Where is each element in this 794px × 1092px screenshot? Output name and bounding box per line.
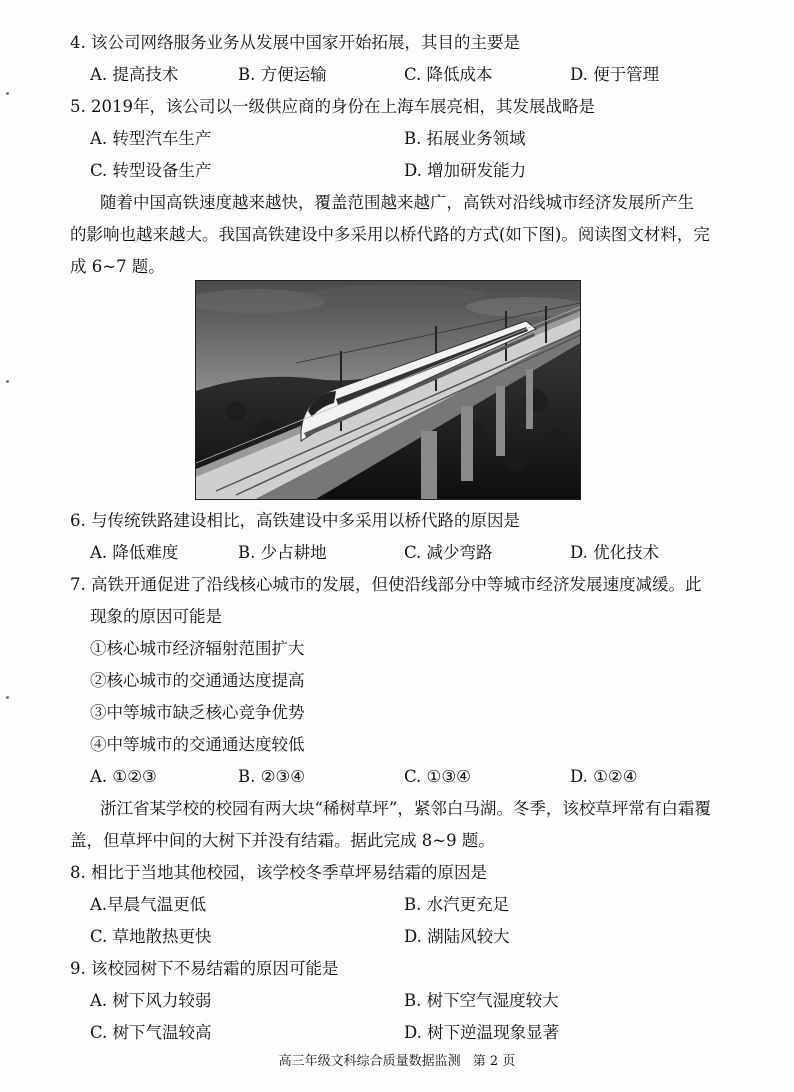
question-9-stem: 9. 该校园树下不易结霜的原因可能是 bbox=[70, 959, 339, 978]
q7-option-d: D. ①②④ bbox=[570, 767, 638, 786]
q6-option-a: A. 降低难度 bbox=[90, 543, 179, 562]
q9-option-a: A. 树下风力较弱 bbox=[90, 991, 212, 1010]
q6-option-b: B. 少占耕地 bbox=[238, 543, 327, 562]
q7-item-2: ②核心城市的交通通达度提高 bbox=[90, 671, 305, 690]
passage-1-line-3: 成 6~7 题。 bbox=[70, 257, 165, 276]
q4-option-d: D. 便于管理 bbox=[570, 65, 660, 84]
q4-option-b: B. 方便运输 bbox=[238, 65, 327, 84]
q7-item-1: ①核心城市经济辐射范围扩大 bbox=[90, 639, 305, 658]
q9-option-c: C. 树下气温较高 bbox=[90, 1023, 212, 1042]
q9-option-d: D. 树下逆温现象显著 bbox=[404, 1023, 560, 1042]
page-footer bbox=[0, 1050, 794, 1069]
question-6-stem: 6. 与传统铁路建设相比，高铁建设中多采用以桥代路的原因是 bbox=[70, 511, 520, 530]
q8-option-a: A.早晨气温更低 bbox=[90, 895, 207, 914]
q9-option-b: B. 树下空气湿度较大 bbox=[404, 991, 559, 1010]
passage-2-line-1: 浙江省某学校的校园有两大块“稀树草坪”，紧邻白马湖。冬季，该校草坪常有白霜覆 bbox=[100, 799, 711, 818]
passage-1-line-1: 随着中国高铁速度越来越快，覆盖范围越来越广，高铁对沿线城市经济发展所产生 bbox=[100, 193, 694, 212]
q7-option-b: B. ②③④ bbox=[238, 767, 305, 786]
passage-1-line-2: 的影响也越来越大。我国高铁建设中多采用以桥代路的方式(如下图)。阅读图文材料，完 bbox=[70, 225, 710, 244]
q7-option-a: A. ①②③ bbox=[90, 767, 157, 786]
question-4-stem: 4. 该公司网络服务业务从发展中国家开始拓展，其目的主要是 bbox=[70, 33, 520, 52]
q7-item-3: ③中等城市缺乏核心竞争优势 bbox=[90, 703, 305, 722]
q5-option-b: B. 拓展业务领域 bbox=[404, 129, 526, 148]
footer-page-number: 第 2 页 bbox=[472, 1054, 516, 1069]
scan-mark bbox=[6, 380, 9, 383]
question-7-stem-line-2: 现象的原因可能是 bbox=[90, 607, 222, 626]
q6-option-d: D. 优化技术 bbox=[570, 543, 660, 562]
q5-option-d: D. 增加研发能力 bbox=[404, 161, 527, 180]
q5-option-a: A. 转型汽车生产 bbox=[90, 129, 212, 148]
passage-2-line-2: 盖，但草坪中间的大树下并没有结霜。据此完成 8~9 题。 bbox=[70, 831, 495, 850]
footer-title: 高三年级文科综合质量数据监测 bbox=[278, 1054, 461, 1069]
q8-option-c: C. 草地散热更快 bbox=[90, 927, 212, 946]
scan-mark bbox=[6, 696, 9, 699]
q8-option-b: B. 水汽更充足 bbox=[404, 895, 510, 914]
q6-option-c: C. 减少弯路 bbox=[404, 543, 493, 562]
q7-option-c: C. ①③④ bbox=[404, 767, 471, 786]
q4-option-c: C. 降低成本 bbox=[404, 65, 493, 84]
question-8-stem: 8. 相比于当地其他校园，该学校冬季草坪易结霜的原因是 bbox=[70, 863, 487, 882]
q4-option-a: A. 提高技术 bbox=[90, 65, 179, 84]
q7-item-4: ④中等城市的交通通达度较低 bbox=[90, 735, 305, 754]
q8-option-d: D. 湖陆风较大 bbox=[404, 927, 510, 946]
question-7-stem-line-1: 7. 高铁开通促进了沿线核心城市的发展，但使沿线部分中等城市经济发展速度减缓。此 bbox=[70, 575, 702, 594]
question-5-stem: 5. 2019年，该公司以一级供应商的身份在上海车展亮相，其发展战略是 bbox=[70, 97, 595, 116]
scan-mark bbox=[6, 92, 9, 95]
high-speed-train-photo bbox=[195, 280, 581, 500]
q5-option-c: C. 转型设备生产 bbox=[90, 161, 212, 180]
